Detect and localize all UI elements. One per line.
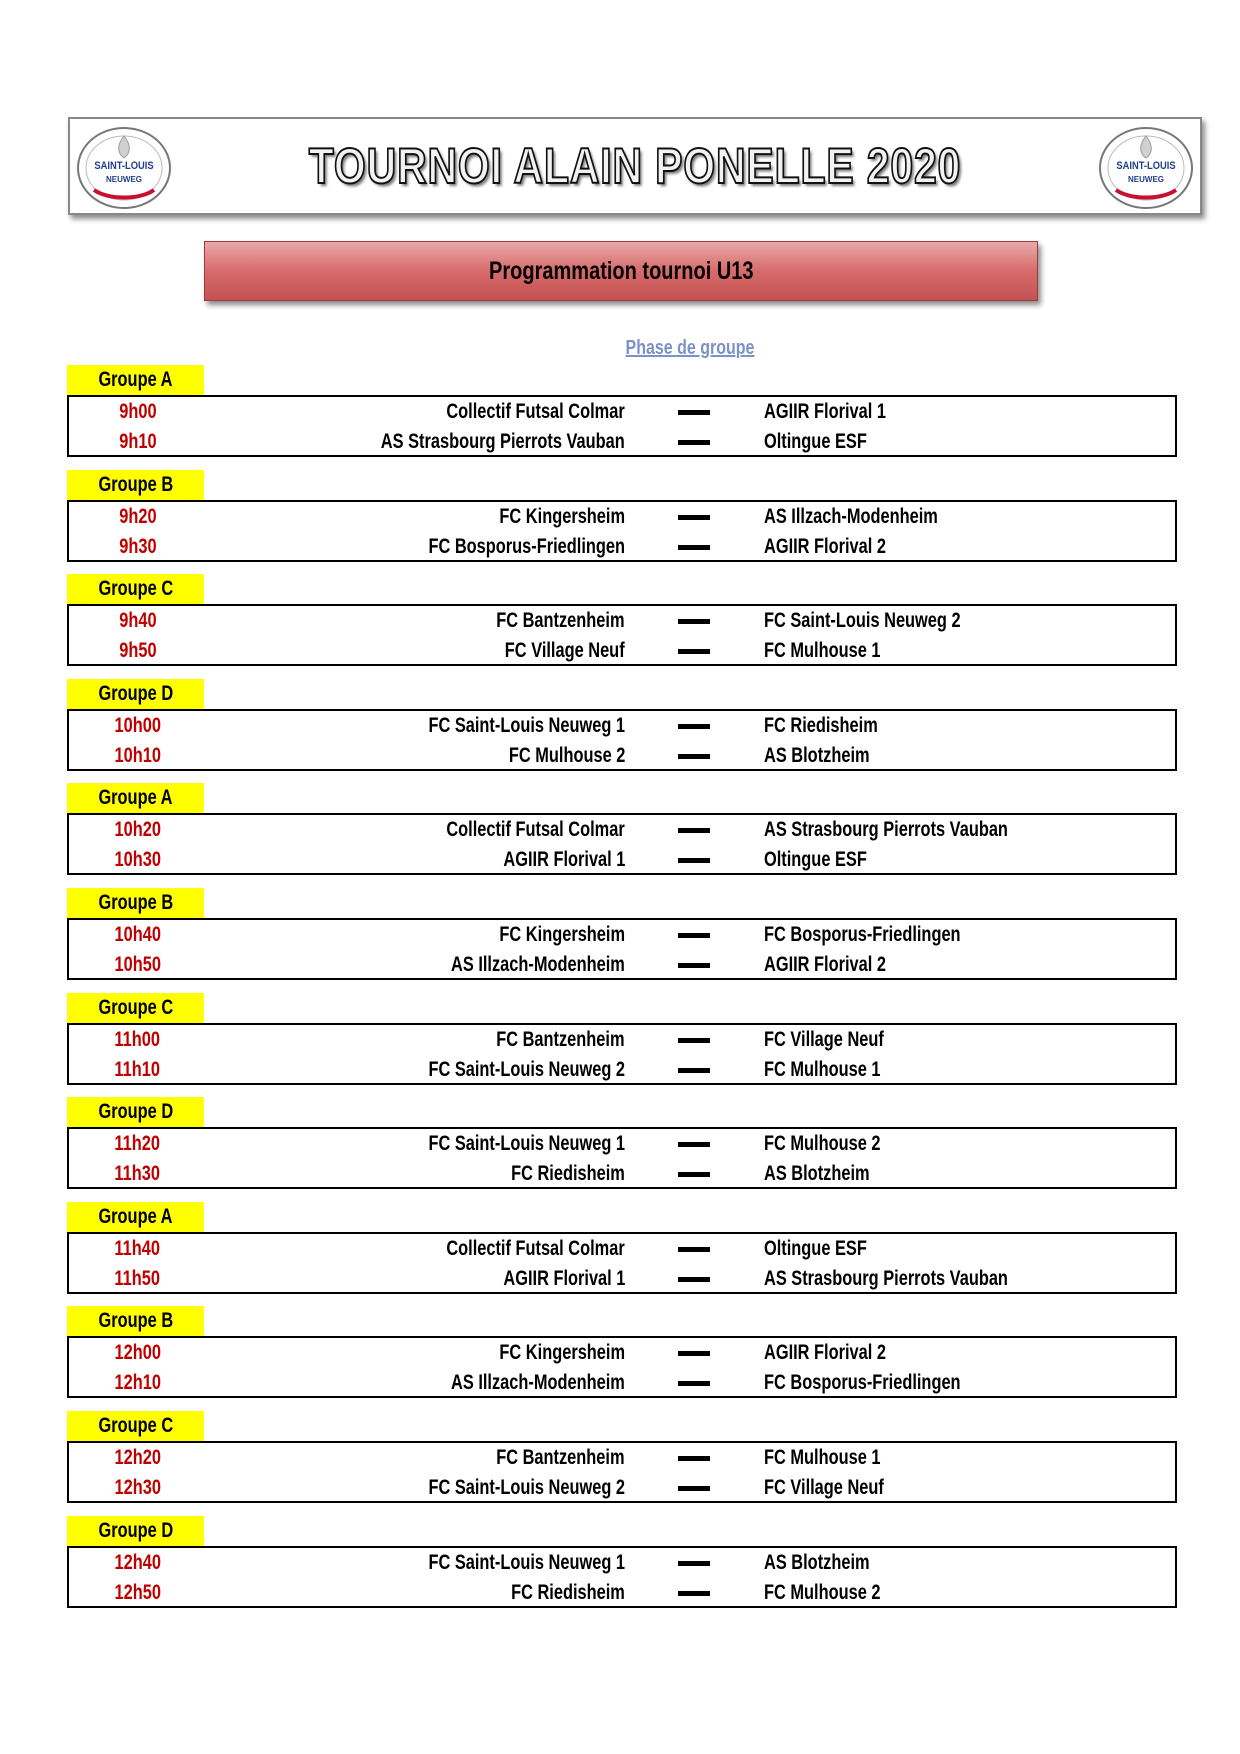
match-time: [69, 845, 206, 875]
match-time-text: 9h00: [118, 400, 157, 423]
match-box: [67, 1023, 1177, 1085]
away-team-text: AS Strasbourg Pierrots Vauban: [764, 818, 1008, 842]
match-box: [67, 1336, 1177, 1398]
group-block: [67, 1516, 1177, 1621]
versus-dash: [678, 1038, 710, 1043]
home-team: [373, 711, 625, 741]
home-team: [464, 502, 625, 532]
match-time: [69, 1264, 206, 1294]
away-team-text: AS Strasbourg Pierrots Vauban: [764, 1266, 1008, 1290]
home-team-text: FC Kingersheim: [499, 504, 625, 528]
program-banner: [204, 241, 1038, 301]
match-row: [69, 1368, 1175, 1398]
versus-dash: [678, 1247, 710, 1252]
versus-dash: [678, 1486, 710, 1491]
group-block: [67, 365, 1177, 470]
away-team: [764, 711, 910, 741]
match-time-text: 12h20: [114, 1445, 161, 1469]
group-label-text: Groupe A: [98, 1204, 173, 1228]
home-team-text: FC Riedisheim: [511, 1162, 625, 1186]
group-label-text: Groupe B: [98, 472, 173, 496]
group-label-text: Groupe D: [98, 1518, 173, 1542]
match-box: [67, 813, 1177, 875]
home-team-text: FC Saint-Louis Neuweg 1: [428, 1550, 625, 1574]
match-time: [69, 397, 206, 427]
home-team-text: Collectif Futsal Colmar: [446, 1236, 625, 1260]
home-team: [402, 1368, 625, 1398]
away-team: [764, 1025, 918, 1055]
away-team-text: FC Saint-Louis Neuweg 2: [764, 609, 961, 633]
match-row: [69, 397, 1175, 427]
versus-dash: [678, 1561, 710, 1566]
match-time: [69, 1578, 206, 1608]
home-team-text: FC Village Neuf: [505, 639, 625, 663]
match-time-text: 9h40: [118, 609, 157, 633]
match-time: [69, 502, 206, 532]
home-team: [479, 1578, 625, 1608]
match-time: [69, 1368, 206, 1398]
logo-club-subname: NEUWEG: [1128, 175, 1164, 184]
match-time-text: 11h50: [114, 1266, 161, 1290]
match-time: [69, 1025, 206, 1055]
schedule: [67, 365, 1177, 1620]
home-team-text: FC Kingersheim: [499, 1341, 625, 1365]
away-team-text: Oltingue ESF: [764, 848, 867, 872]
match-time: [69, 1129, 206, 1159]
match-time: [69, 606, 206, 636]
home-team-text: FC Saint-Louis Neuweg 1: [428, 1132, 625, 1156]
group-label: [67, 993, 204, 1023]
group-block: [67, 888, 1177, 993]
match-box: [67, 709, 1177, 771]
away-team-text: FC Mulhouse 2: [764, 1132, 881, 1156]
versus-dash: [678, 410, 710, 415]
home-team-text: FC Saint-Louis Neuweg 1: [428, 713, 625, 737]
home-team: [396, 1234, 625, 1264]
home-team: [464, 1338, 625, 1368]
group-block: [67, 574, 1177, 679]
group-label: [67, 1411, 204, 1441]
versus-dash: [678, 1068, 710, 1073]
group-label-text: Groupe A: [98, 786, 173, 810]
match-time: [69, 1473, 206, 1503]
match-time-text: 10h10: [114, 743, 161, 767]
match-row: [69, 741, 1175, 771]
match-time-text: 10h00: [114, 713, 161, 737]
match-row: [69, 1025, 1175, 1055]
home-team-text: AS Strasbourg Pierrots Vauban: [381, 430, 625, 453]
match-time-text: 12h30: [114, 1475, 161, 1499]
away-team-text: AS Illzach-Modenheim: [764, 504, 938, 528]
group-label-text: Groupe A: [98, 368, 173, 391]
match-row: [69, 1548, 1175, 1578]
match-time-text: 11h10: [114, 1057, 161, 1081]
match-row: [69, 427, 1175, 457]
home-team: [373, 1473, 625, 1503]
match-box: [67, 604, 1177, 666]
away-team: [764, 1548, 899, 1578]
home-team-text: FC Riedisheim: [511, 1580, 625, 1604]
match-time: [69, 1548, 206, 1578]
away-team-text: FC Mulhouse 2: [764, 1580, 881, 1604]
away-team: [764, 1368, 1016, 1398]
home-team: [402, 950, 625, 980]
versus-dash: [678, 1142, 710, 1147]
group-label-text: Groupe D: [98, 681, 173, 705]
group-label-text: Groupe C: [98, 995, 173, 1019]
match-time-text: 12h40: [114, 1550, 161, 1574]
phase-title[interactable]: Phase de groupe: [625, 337, 755, 359]
group-label: [67, 1306, 204, 1336]
home-team-text: FC Kingersheim: [499, 922, 625, 946]
match-time-text: 10h30: [114, 848, 161, 872]
away-team: [764, 1578, 913, 1608]
away-team-text: FC Mulhouse 1: [764, 1445, 881, 1469]
away-team-text: AGIIR Florival 2: [764, 952, 886, 976]
away-team: [764, 427, 896, 457]
home-team-text: FC Bantzenheim: [496, 1445, 625, 1469]
match-time-text: 11h00: [114, 1027, 161, 1051]
match-time: [69, 1159, 206, 1189]
away-team: [764, 502, 987, 532]
versus-dash: [678, 858, 710, 863]
header-box: [68, 117, 1202, 215]
versus-dash: [678, 1277, 710, 1282]
home-team: [396, 397, 625, 427]
away-team-text: AGIIR Florival 2: [764, 1341, 886, 1365]
group-block: [67, 783, 1177, 888]
match-row: [69, 1473, 1175, 1503]
away-team: [764, 1443, 913, 1473]
match-row: [69, 1264, 1175, 1294]
away-team-text: FC Bosporus-Friedlingen: [764, 922, 961, 946]
match-time-text: 11h30: [114, 1162, 161, 1186]
group-block: [67, 1097, 1177, 1202]
match-row: [69, 1443, 1175, 1473]
versus-dash: [678, 1351, 710, 1356]
match-box: [67, 1441, 1177, 1503]
away-team-text: FC Riedisheim: [764, 713, 878, 737]
home-team-text: FC Bantzenheim: [496, 1027, 625, 1051]
home-team-text: AS Illzach-Modenheim: [451, 952, 625, 976]
home-team: [471, 636, 625, 666]
match-row: [69, 636, 1175, 666]
group-label-text: Groupe D: [98, 1100, 173, 1124]
group-block: [67, 470, 1177, 575]
logo-club-name: SAINT-LOUIS: [1116, 160, 1176, 172]
home-team-text: AGIIR Florival 1: [503, 848, 625, 872]
match-time-text: 10h20: [114, 818, 161, 842]
group-label: [67, 888, 204, 918]
away-team-text: AS Blotzheim: [764, 1162, 870, 1186]
away-team-text: FC Bosporus-Friedlingen: [764, 1371, 961, 1395]
away-team: [764, 606, 1016, 636]
home-team: [469, 845, 625, 875]
home-team: [460, 606, 625, 636]
group-label: [67, 783, 204, 813]
versus-dash: [678, 545, 710, 550]
group-label-text: Groupe B: [98, 1309, 173, 1333]
match-row: [69, 1055, 1175, 1085]
match-time: [69, 741, 206, 771]
home-team: [476, 741, 625, 771]
away-team: [764, 532, 920, 562]
match-time-text: 9h50: [118, 639, 157, 663]
away-team: [764, 741, 899, 771]
group-block: [67, 1411, 1177, 1516]
home-team-text: Collectif Futsal Colmar: [446, 818, 625, 842]
match-row: [69, 502, 1175, 532]
match-row: [69, 1338, 1175, 1368]
match-time: [69, 427, 206, 457]
versus-dash: [678, 754, 710, 759]
match-row: [69, 1129, 1175, 1159]
match-box: [67, 500, 1177, 562]
match-box: [67, 1232, 1177, 1294]
away-team-text: AGIIR Florival 1: [764, 400, 886, 423]
versus-dash: [678, 963, 710, 968]
away-team: [764, 1159, 899, 1189]
match-row: [69, 1159, 1175, 1189]
home-team-text: Collectif Futsal Colmar: [446, 400, 625, 423]
versus-dash: [678, 649, 710, 654]
versus-dash: [678, 515, 710, 520]
away-team: [764, 845, 896, 875]
away-team-text: FC Village Neuf: [764, 1027, 884, 1051]
match-row: [69, 845, 1175, 875]
away-team: [764, 397, 920, 427]
away-team-text: Oltingue ESF: [764, 1236, 867, 1260]
away-team: [764, 1129, 913, 1159]
match-time: [69, 815, 206, 845]
home-team: [464, 920, 625, 950]
match-time: [69, 1443, 206, 1473]
home-team: [312, 427, 625, 457]
home-team: [460, 1443, 625, 1473]
match-time: [69, 711, 206, 741]
match-time: [69, 920, 206, 950]
logo-club-subname: NEUWEG: [106, 175, 142, 184]
match-row: [69, 950, 1175, 980]
match-time-text: 12h50: [114, 1580, 161, 1604]
group-label: [67, 679, 204, 709]
tournament-title: TOURNOI ALAIN PONELLE 2020: [308, 138, 962, 194]
away-team-text: AGIIR Florival 2: [764, 534, 886, 558]
away-team-text: AS Blotzheim: [764, 1550, 870, 1574]
program-title: Programmation tournoi U13: [488, 257, 754, 285]
away-team-text: FC Mulhouse 1: [764, 1057, 881, 1081]
home-team: [396, 815, 625, 845]
away-team-text: FC Mulhouse 1: [764, 639, 881, 663]
group-label-text: Groupe C: [98, 577, 173, 601]
match-time: [69, 950, 206, 980]
group-label: [67, 470, 204, 500]
match-time: [69, 1234, 206, 1264]
match-row: [69, 1234, 1175, 1264]
match-row: [69, 1578, 1175, 1608]
group-label: [67, 1516, 204, 1546]
home-team: [373, 1129, 625, 1159]
group-block: [67, 993, 1177, 1098]
away-team: [764, 1055, 913, 1085]
match-time-text: 10h50: [114, 952, 161, 976]
match-time-text: 11h40: [114, 1236, 161, 1260]
match-row: [69, 606, 1175, 636]
match-time: [69, 532, 206, 562]
home-team-text: FC Saint-Louis Neuweg 2: [428, 1057, 625, 1081]
logo-club-name: SAINT-LOUIS: [94, 160, 154, 172]
home-team: [460, 1025, 625, 1055]
match-time-text: 9h30: [118, 534, 157, 558]
versus-dash: [678, 828, 710, 833]
match-box: [67, 395, 1177, 457]
versus-dash: [678, 1456, 710, 1461]
home-team-text: FC Mulhouse 2: [508, 743, 625, 767]
match-row: [69, 532, 1175, 562]
home-team-text: AS Illzach-Modenheim: [451, 1371, 625, 1395]
group-label-text: Groupe B: [98, 890, 173, 914]
away-team: [764, 636, 913, 666]
away-team-text: AS Blotzheim: [764, 743, 870, 767]
home-team-text: FC Bantzenheim: [496, 609, 625, 633]
home-team: [373, 532, 625, 562]
club-logo-left: [74, 126, 174, 210]
club-logo-right: [1096, 126, 1196, 210]
home-team: [373, 1055, 625, 1085]
home-team-text: AGIIR Florival 1: [503, 1266, 625, 1290]
away-team: [764, 1338, 920, 1368]
versus-dash: [678, 1172, 710, 1177]
home-team: [373, 1548, 625, 1578]
match-time: [69, 1338, 206, 1368]
versus-dash: [678, 1381, 710, 1386]
match-time: [69, 636, 206, 666]
match-row: [69, 711, 1175, 741]
versus-dash: [678, 1591, 710, 1596]
group-label: [67, 574, 204, 604]
group-label-text: Groupe C: [98, 1413, 173, 1437]
away-team: [764, 950, 920, 980]
group-block: [67, 1202, 1177, 1307]
match-time: [69, 1055, 206, 1085]
home-team-text: FC Saint-Louis Neuweg 2: [428, 1475, 625, 1499]
versus-dash: [678, 440, 710, 445]
home-team: [469, 1264, 625, 1294]
group-block: [67, 679, 1177, 784]
match-time-text: 9h20: [118, 504, 157, 528]
match-row: [69, 920, 1175, 950]
versus-dash: [678, 933, 710, 938]
match-box: [67, 1546, 1177, 1608]
away-team-text: Oltingue ESF: [764, 430, 867, 453]
group-label: [67, 1202, 204, 1232]
match-time-text: 9h10: [118, 430, 157, 453]
away-team: [764, 1264, 1077, 1294]
versus-dash: [678, 619, 710, 624]
group-label: [67, 1097, 204, 1127]
versus-dash: [678, 724, 710, 729]
match-row: [69, 815, 1175, 845]
match-time-text: 11h20: [114, 1132, 161, 1156]
group-label: [67, 365, 204, 395]
match-box: [67, 1127, 1177, 1189]
match-time-text: 10h40: [114, 922, 161, 946]
match-box: [67, 918, 1177, 980]
away-team: [764, 1473, 918, 1503]
away-team: [764, 920, 1016, 950]
match-time-text: 12h00: [114, 1341, 161, 1365]
away-team: [764, 1234, 896, 1264]
home-team: [479, 1159, 625, 1189]
home-team-text: FC Bosporus-Friedlingen: [428, 534, 625, 558]
group-block: [67, 1306, 1177, 1411]
away-team: [764, 815, 1077, 845]
away-team-text: FC Village Neuf: [764, 1475, 884, 1499]
match-time-text: 12h10: [114, 1371, 161, 1395]
